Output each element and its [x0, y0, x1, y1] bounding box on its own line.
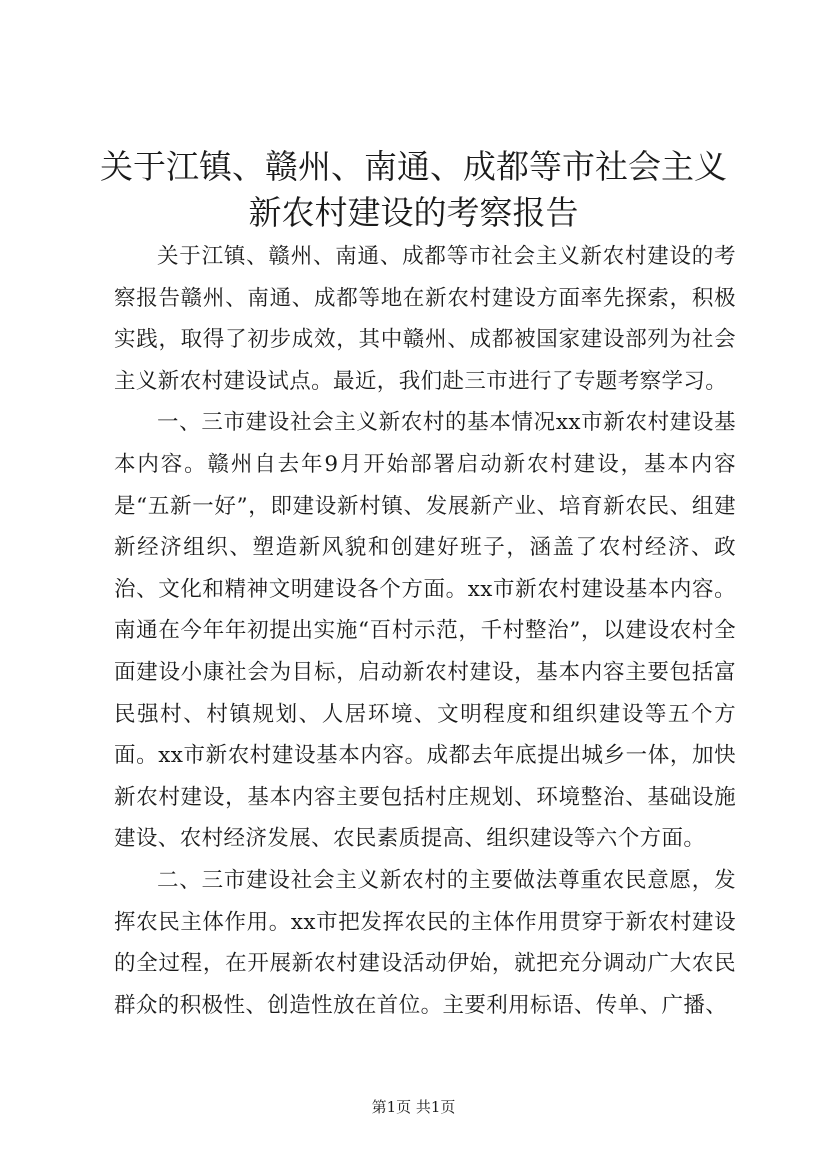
- document-body: [114, 236, 736, 1026]
- page-footer: [0, 1097, 827, 1117]
- page-number-label: 第1页 共1页: [371, 1098, 456, 1116]
- document-title: 关于江镇、赣州、南通、成都等市社会主义新农村建设的考察报告: [100, 147, 727, 232]
- paragraph-intro: 关于江镇、赣州、南通、成都等市社会主义新农村建设的考察报告赣州、南通、成都等地在新农村建设方面率先探索，积极实践，取得了初步成效，其中赣州、成都被国家建设部列为社会主义新农村建设试点。最近，我们赴三市进行了专题考察学习。: [114, 244, 736, 394]
- paragraph-section-two: 二、三市建设社会主义新农村的主要做法尊重农民意愿，发挥农民主体作用。xx市把发挥农民的主体作用贯穿于新农村建设的全过程，在开展新农村建设活动伊始，就把充分调动广大农民群众的积极性、创造性放在首位。主要利用标语、传单、广播、: [114, 867, 736, 1018]
- paragraph-section-one: 一、三市建设社会主义新农村的基本情况xx市新农村建设基本内容。赣州自去年9月开始部署启动新农村建设，基本内容是“五新一好”，即建设新村镇、发展新产业、培育新农民、组建新经济组织、塑造新风貌和创建好班子，涵盖了农村经济、政治、文化和精神文明建设各个方面。xx市新农村建设基本内容。南通在今年年初提出实施“百村示范，千村整治”，以建设农村全面建设小康社会为目标，启动新农村建设，基本内容主要包括富民强村、村镇规划、人居环境、文明程度和组织建设等五个方面。xx市新农村建设基本内容。成都去年底提出城乡一体，加快新农村建设，基本内容主要包括村庄规划、环境整治、基础设施建设、农村经济发展、农民素质提高、组织建设等六个方面。: [114, 410, 736, 852]
